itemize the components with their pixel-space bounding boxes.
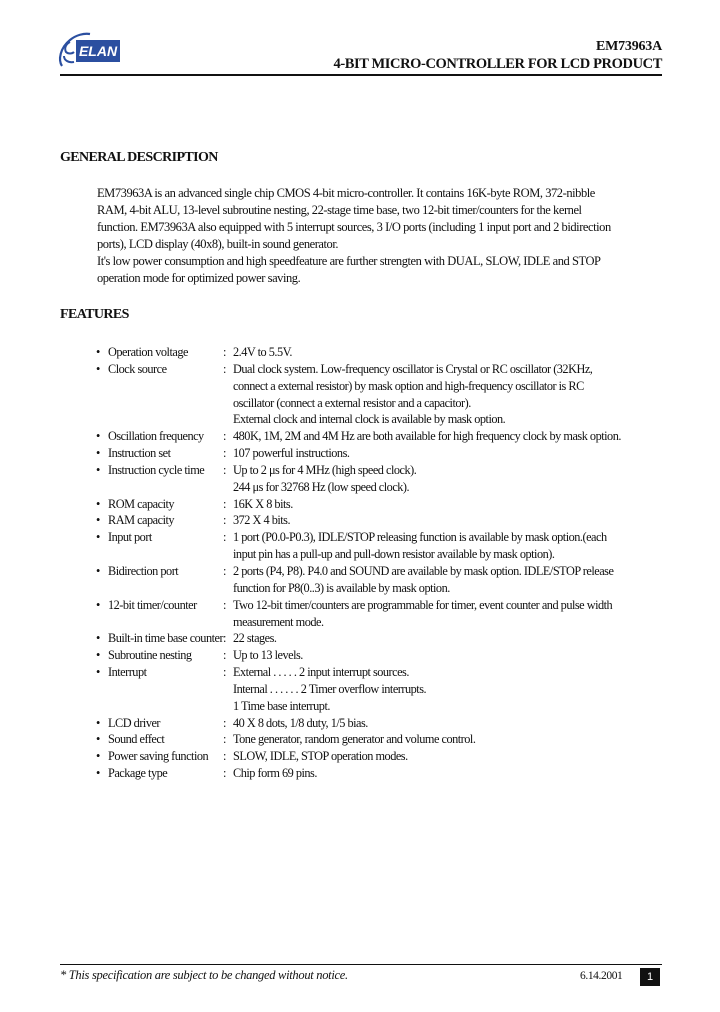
elan-logo	[56, 30, 124, 70]
bullet-icon: •	[96, 715, 100, 730]
feature-value: Chip form 69 pins.	[233, 766, 317, 781]
feature-label: LCD driver	[108, 715, 161, 730]
feature-label: Sound effect	[108, 732, 165, 747]
feature-value: 2.4V to 5.5V.	[233, 345, 292, 359]
document-model: EM73963A	[595, 39, 662, 54]
feature-row	[96, 361, 676, 378]
feature-colon: :	[223, 513, 226, 528]
description-line: EM73963A is an advanced single chip CMOS 4-bit micro-controller. It contains 16K-byte ROM, 372-nibble	[97, 186, 595, 200]
feature-label: Power saving function	[108, 749, 209, 764]
feature-label: Instruction cycle time	[108, 462, 205, 477]
description-line: function. EM73963A also equipped with 5 interrupt sources, 3 I/O ports (including 1 input port and 2 bidirection	[97, 220, 611, 234]
feature-value: 1 Time base interrupt.	[233, 698, 330, 713]
bullet-icon: •	[96, 648, 100, 663]
document-title: 4-BIT MICRO-CONTROLLER FOR LCD PRODUCT	[333, 56, 662, 72]
feature-value: function for P8(0..3) is available by mask option.	[233, 580, 450, 595]
feature-value: 244 μs for 32768 Hz (low speed clock).	[233, 479, 410, 494]
footer-note: * This specification are subject to be changed without notice.	[60, 968, 348, 982]
feature-colon: :	[223, 446, 226, 461]
bullet-icon: •	[96, 513, 100, 528]
feature-row	[96, 512, 676, 529]
feature-row	[96, 378, 676, 395]
feature-row	[96, 647, 676, 664]
feature-colon: :	[223, 749, 226, 764]
feature-colon: :	[223, 530, 226, 545]
bullet-icon: •	[96, 631, 100, 646]
bullet-icon: •	[96, 530, 100, 545]
feature-row	[96, 748, 676, 765]
description-line: It's low power consumption and high speedfeature are further strengten with DUAL, SLOW, IDLE and STOP	[97, 254, 601, 268]
bullet-icon: •	[96, 446, 100, 461]
feature-row	[96, 597, 676, 614]
description-line: RAM, 4-bit ALU, 13-level subroutine nesting, 22-stage time base, two 12-bit timer/counters for the kernel	[97, 203, 582, 217]
feature-value: Tone generator, random generator and volume control.	[233, 732, 476, 747]
feature-value: 40 X 8 dots, 1/8 duty, 1/5 bias.	[233, 715, 368, 730]
feature-row	[96, 529, 676, 546]
feature-colon: :	[223, 345, 226, 359]
page-number: 1	[640, 968, 660, 986]
feature-label: 12-bit timer/counter	[108, 597, 197, 612]
feature-row	[96, 580, 676, 597]
feature-row	[96, 395, 676, 412]
feature-label: Instruction set	[108, 446, 171, 461]
feature-value: 480K, 1M, 2M and 4M Hz are both available for high frequency clock by mask option.	[233, 429, 621, 444]
logo-text: ELAN	[78, 43, 118, 59]
feature-row	[96, 462, 676, 479]
feature-label: RAM capacity	[108, 513, 175, 528]
feature-value: Internal . . . . . . 2 Timer overflow interrupts.	[233, 681, 427, 696]
feature-value: 1 port (P0.0-P0.3), IDLE/STOP releasing function is available by mask option.(each	[233, 530, 607, 545]
feature-colon: :	[223, 361, 226, 376]
feature-value: Dual clock system. Low-frequency oscillator is Crystal or RC oscillator (32KHz,	[233, 361, 593, 376]
feature-row	[96, 630, 676, 647]
bullet-icon: •	[96, 665, 100, 680]
feature-value: 22 stages.	[233, 631, 277, 646]
feature-row	[96, 496, 676, 513]
feature-colon: :	[223, 665, 226, 680]
feature-value: 16K X 8 bits.	[233, 496, 293, 511]
bullet-icon: •	[96, 429, 100, 444]
feature-row	[96, 664, 676, 681]
feature-colon: :	[223, 563, 226, 578]
feature-row	[96, 563, 676, 580]
feature-label: Clock source	[108, 361, 167, 376]
description-line: operation mode for optimized power saving.	[97, 271, 301, 285]
feature-value: Two 12-bit timer/counters are programmable for timer, event counter and pulse width	[233, 597, 613, 612]
feature-value: oscillator (connect a external resistor and a capacitor).	[233, 395, 471, 410]
feature-colon: :	[223, 732, 226, 747]
feature-label: Subroutine nesting	[108, 648, 192, 663]
general-description-body	[97, 185, 663, 287]
feature-colon: :	[223, 597, 226, 612]
bullet-icon: •	[96, 496, 100, 511]
feature-label: Input port	[108, 530, 152, 545]
feature-value: 372 X 4 bits.	[233, 513, 291, 528]
feature-row	[96, 411, 676, 428]
bullet-icon: •	[96, 563, 100, 578]
feature-label: Oscillation frequency	[108, 429, 204, 444]
feature-row	[96, 344, 676, 361]
feature-row	[96, 698, 676, 715]
feature-colon: :	[223, 715, 226, 730]
bullet-icon: •	[96, 597, 100, 612]
feature-row	[96, 715, 676, 732]
header-divider	[60, 74, 662, 76]
feature-row	[96, 681, 676, 698]
feature-value: 2 ports (P4, P8). P4.0 and SOUND are available by mask option. IDLE/STOP release	[233, 563, 614, 578]
feature-label: Package type	[108, 766, 168, 781]
feature-label: Operation voltage	[108, 345, 188, 359]
feature-value: External clock and internal clock is available by mask option.	[233, 412, 506, 427]
bullet-icon: •	[96, 732, 100, 747]
feature-value: Up to 13 levels.	[233, 648, 303, 663]
feature-value: measurement mode.	[233, 614, 324, 629]
bullet-icon: •	[96, 345, 100, 359]
feature-value: Up to 2 μs for 4 MHz (high speed clock).	[233, 462, 417, 477]
feature-colon: :	[223, 496, 226, 511]
description-line: ports), LCD display (40x8), built-in sound generator.	[97, 237, 339, 251]
feature-label: Bidirection port	[108, 563, 179, 578]
feature-colon: :	[223, 631, 226, 646]
feature-row	[96, 731, 676, 748]
footer-divider	[60, 964, 662, 965]
bullet-icon: •	[96, 766, 100, 781]
bullet-icon: •	[96, 462, 100, 477]
features-heading: FEATURES	[60, 307, 129, 322]
bullet-icon: •	[96, 749, 100, 764]
feature-value: External . . . . . 2 input interrupt sources.	[233, 665, 409, 680]
features-list	[96, 344, 676, 782]
feature-label: ROM capacity	[108, 496, 175, 511]
feature-row	[96, 428, 676, 445]
feature-colon: :	[223, 462, 226, 477]
feature-colon: :	[223, 429, 226, 444]
feature-colon: :	[223, 648, 226, 663]
feature-colon: :	[223, 766, 226, 781]
feature-value: 107 powerful instructions.	[233, 446, 350, 461]
feature-row	[96, 614, 676, 631]
feature-value: input pin has a pull-up and pull-down resistor available by mask option).	[233, 547, 555, 562]
feature-label: Interrupt	[108, 665, 147, 680]
bullet-icon: •	[96, 361, 100, 376]
feature-row	[96, 445, 676, 462]
feature-value: SLOW, IDLE, STOP operation modes.	[233, 749, 408, 764]
feature-label: Built-in time base counter	[108, 631, 224, 646]
footer-date: 6.14.2001	[580, 970, 623, 982]
feature-value: connect a external resistor) by mask option and high-frequency oscillator is RC	[233, 378, 584, 393]
feature-row	[96, 546, 676, 563]
general-description-heading: GENERAL DESCRIPTION	[60, 150, 218, 165]
feature-row	[96, 765, 676, 782]
feature-row	[96, 479, 676, 496]
